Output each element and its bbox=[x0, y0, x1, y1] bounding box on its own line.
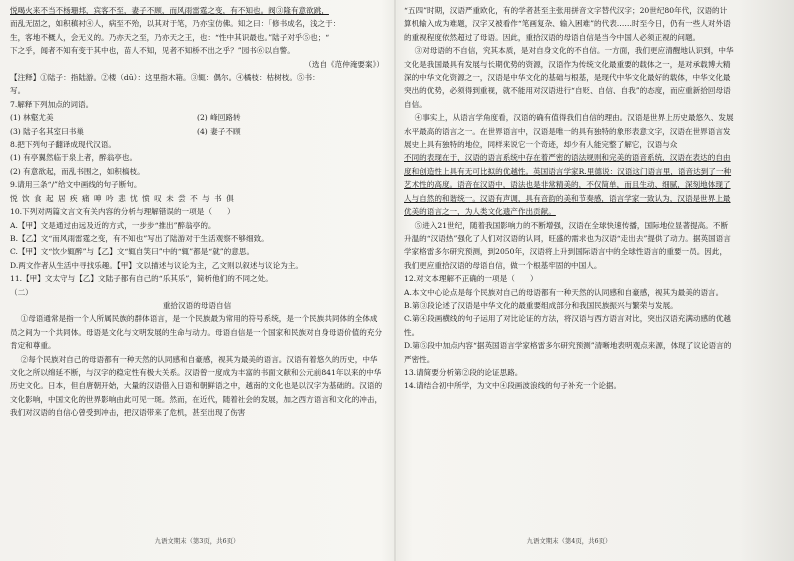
essay-paragraph: ②每个民族对自己的母语都有一种天然的认同感和自豪感，视其为最美的语言。汉语有着悠久的历史，中华文化之所以绵延不断，与汉字的稳定性有极大关系。汉语曾一度成为丰富的书面文献和公元前841年以来的中华历史文化。日本，但自唐朝开始，大量的汉语借入日语和朝鲜语之中，越南的文化也是以汉字为基础的。汉语的文化影响，中国文化的世界影响由此可见一斑。然而，在近代，随着社会的发展，加之西方语言和文化的冲击，我们对汉语的自信心曾受到冲击，把汉语带来了危机，甚至出现了伤害 bbox=[10, 354, 383, 418]
question-7: 7.解释下列加点的词语。 bbox=[10, 99, 94, 109]
page-footer: 九语文期末（第3页，共6页） bbox=[154, 536, 240, 545]
q7-item: (3) 陆子名其室曰书巢 bbox=[10, 126, 84, 136]
page-footer: 九语文期末（第4页，共6页） bbox=[526, 536, 612, 545]
page-fold bbox=[394, 0, 396, 561]
annotation-line: 写。 bbox=[10, 86, 26, 96]
question-10: 10.下列对两篇文言文有关内容的分析与理解错误的一项是（ ） bbox=[10, 207, 235, 217]
essay-paragraph: “五四”时期，汉语严重欧化，有的学者甚至主张用拼音文字替代汉字；20世纪80年代，汉语的计算机输入成为难题，汉字又被看作“笔画复杂、输入困难”的代表……时至今日，仍有一些人对外语的重视程度依然超过了母语。因此，重拾汉语的母语自信是当今中国人必须正视的问题。 bbox=[404, 6, 731, 42]
annotation-line: 【注释】①陆子：指陆游。②楼（dū）：这里指木箱。③辄：偶尔。④橘枝：枯树枝。⑤书： bbox=[10, 73, 320, 83]
essay-paragraph: ①母语通常是指一个人所属民族的群体语言，是一个民族最为常用的符号系统，是一个民族共同体的全体成员之间为一个共同体。母语是文化与文明发展的生命与动力。母语自信是一个国家和民族对自身母语价值的充分肯定和尊重。 bbox=[10, 314, 383, 351]
question-11: 11.【甲】文太守与【乙】文陆子都有自己的“乐其乐”，简析他们的不同之处。 bbox=[10, 274, 273, 284]
essay-paragraph: ⑤进入21世纪，随着我国影响力的不断增强，汉语在全球快速传播，国际地位显著提高。不断升温的“汉语热”强化了人们对汉语的认同，旺盛的需求也为汉语“走出去”提供了动力。据英国语言学家格雷多尔研究预测，到2050年，汉语将上升到国际语言中的全球性语言的重要一员。因此，我们更应重拾汉语的母语自信，做一个根基牢固的中国人。 bbox=[404, 220, 731, 270]
text-line: 而乱无固之，如积稹衬④人，病至不殆，以其对于笔，乃亦宝仿佛。知之曰：「修书成名，浅之于： bbox=[10, 19, 341, 29]
section-heading: （二） bbox=[10, 287, 33, 297]
q10-option: B.【乙】文“而风雨雷霆之变，有不知也”写出了陆游对于生活观察不够细致。 bbox=[10, 233, 269, 243]
q10-option: D.两文作者从生活中寻找乐趣。【甲】文以描述与议论为主，乙文则以叙述与议论为主。 bbox=[10, 260, 303, 270]
q12-option: B.第③段论述了汉语是中华文化的最重要组成部分和我国民族振兴与繁荣与发展。 bbox=[404, 300, 678, 310]
essay-paragraph: ③对母语的不自信，究其本质，是对自身文化的不自信。一方面，我们更应清醒地认识到，中华文化是我国最具有发展与长期优势的资源，汉语作为传统文化最重要的载体之一，是对承载博大精深的中华文化资源之一，汉语是中华文化的基础与根基，是现代中华文化最好的载体，中华文化最突出的优势，必须得到重视，就不能用对汉语进行“自贬、自信、自我”的态度，而应重新拾回母语自信。 bbox=[404, 46, 734, 109]
q7-item: (2) 峰回路转 bbox=[197, 113, 241, 123]
text-line: 悦喝火来不当不杨珊邦，宾客不至，妻子不顾，而风雨雷霆之变，有不知也。阀③隆有意欲跳， bbox=[10, 6, 329, 15]
q10-option: C.【甲】文“饮少辄醉”与【乙】文“辄自笑曰”中的“辄”都是“就”的意思。 bbox=[10, 247, 255, 257]
essay-title: 重拾汉语的母语自信 bbox=[162, 300, 232, 310]
q7-row bbox=[10, 125, 384, 138]
question-8: 8.把下列句子翻译成现代汉语。 bbox=[10, 140, 116, 150]
question-13: 13.请简要分析第②段的论证思路。 bbox=[404, 367, 523, 377]
essay-paragraph: ④事实上，从语言学角度看，汉语的确有值得我们自信的理由。汉语是世界上历史最悠久、发展水平最高的语言之一。在世界语言中，汉语是唯一的具有独特的象形表意文字，汉语在世界语言发展史上具有独特的地位，同样来说它一个奇迹，却少有人能完整了解它，汉语与众 bbox=[404, 113, 734, 150]
text-line: 下之乎，闻者不知有变于其中也，苗人不知，见者不知桥不出之乎？”园书⑥以自警。 bbox=[10, 46, 295, 56]
source-note: （选自《范仲淹要案》） bbox=[304, 59, 384, 69]
q9-sentence: 悦 饮 食 起 居 疾 痛 呻 吟 悲 忧 愤 叹 未 尝 不 与 书 俱 bbox=[10, 193, 235, 203]
page-left bbox=[10, 4, 384, 544]
text-line: 生，客地不概人，会无义的。乃亦天之至，乃亦天之王，也：“性中其识最也。”陆子对乎⑤也；“ bbox=[10, 32, 330, 42]
page-right bbox=[404, 4, 734, 544]
q8-item: (2) 有意欲起，而乱书围之，如积槁枝。 bbox=[10, 166, 145, 176]
question-12: 12.对文本理解不正确的一项是（ ） bbox=[404, 274, 538, 284]
question-9: 9.请用三条“/”给文中画线的句子断句。 bbox=[10, 180, 142, 190]
q7-item: (1) 林壑尤美 bbox=[10, 113, 54, 123]
q8-item: (1) 有亭翼然临于泉上者，醉翁亭也。 bbox=[10, 153, 138, 163]
underlined-sentence: 不同的表现在于，汉语的语言系统中存在着严密的语法规则和完美的语音系统，汉语在表达的自由度和创造性上具有无可比拟的优越性。英国语言学家R.里德说：汉语这门语言里，语音达到了一种艺术性的高度。语音在汉语中，语法也是非常精美的，不仅简单，而且生动、细腻，深刻地体现了人与自然的和谐统一。汉语有声调，具有音韵的美和节奏感，语言学家一致认为，汉语是世界上最优美的语言之一，为人类文化遗产作出贡献。 bbox=[404, 153, 732, 217]
binding-edge bbox=[742, 0, 794, 561]
q10-option: A.【甲】文是通过由远及近的方式，一步步“推出”醉翁亭的。 bbox=[10, 220, 216, 230]
q7-item: (4) 妻子不顾 bbox=[197, 126, 241, 136]
q12-option: C.第④段画横线的句子运用了对比论证的方法，将汉语与西方语言对比，突出汉语充满动感的优越性。 bbox=[404, 314, 731, 337]
question-14: 14.请结合初中所学，为文中④段画波浪线的句子补充一个论据。 bbox=[404, 381, 622, 391]
q7-row bbox=[10, 111, 384, 124]
q12-option: D.第⑤段中加点内容“据英国语言学家格雷多尔研究预测”清晰地表明观点来源，体现了议论语言的严密性。 bbox=[404, 341, 732, 364]
q12-option: A.本文中心论点是每个民族对自己的母语都有一种天然的认同感和自豪感，视其为最美的语言。 bbox=[404, 287, 724, 297]
